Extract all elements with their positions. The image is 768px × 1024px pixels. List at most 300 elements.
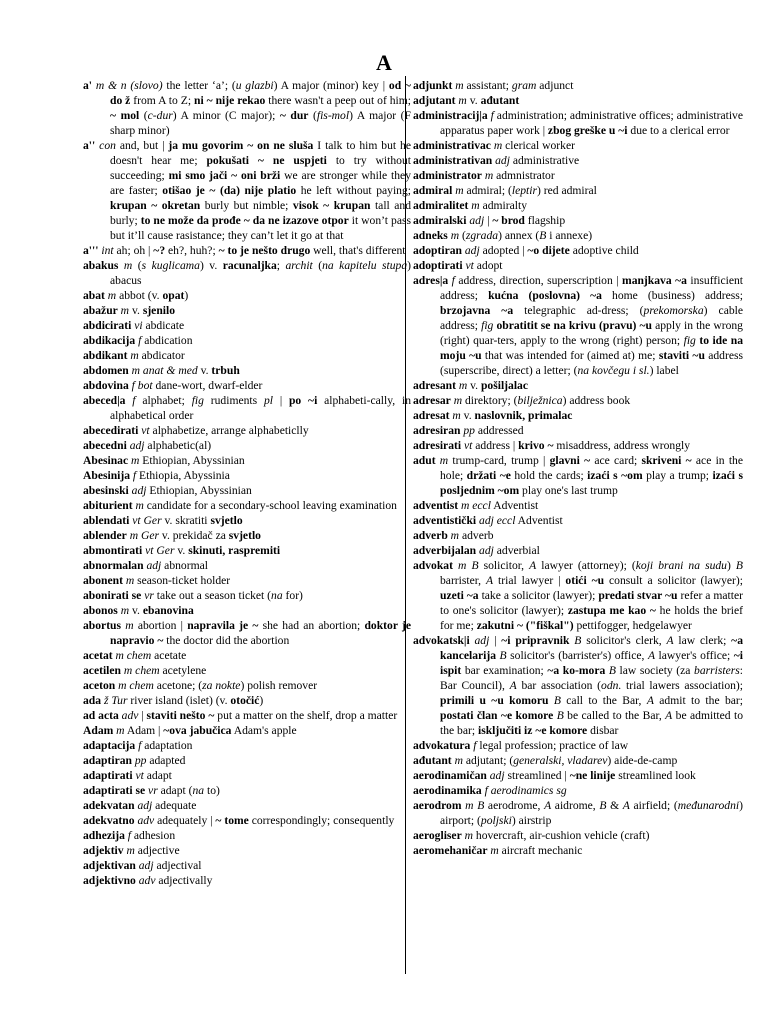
entry-text: ) address book [562, 394, 631, 407]
entry-text: administration; administrative offices; administrative apparatus paper work | [440, 109, 744, 137]
entry-text: f [487, 109, 494, 122]
entry-text: hovercraft, air-cushion vehicle (craft) [473, 829, 650, 842]
entry-text: izaći s ~om [587, 469, 643, 482]
entry-text: A [647, 649, 656, 662]
entry-text: acetone; ( [153, 679, 203, 692]
entry-text: f aerodinamics sg [481, 784, 567, 797]
entry-text: f [135, 334, 142, 347]
entry-headword: abortus [83, 619, 122, 632]
entry-text: ni ~ nije rekao [194, 94, 266, 107]
entry-text: hold the cards; [510, 469, 588, 482]
dictionary-entry [413, 183, 743, 198]
entry-text: B [499, 649, 507, 662]
entry-text: ) red admiral [537, 184, 597, 197]
entry-text: alphabetic(al) [144, 439, 212, 452]
dictionary-entry [413, 408, 743, 423]
entry-text: adapt [143, 769, 172, 782]
entry-text: Adam's apple [231, 724, 297, 737]
entry-text: pp [131, 754, 147, 767]
entry-headword: adventist [413, 499, 459, 512]
entry-text: racunaljka [222, 259, 277, 272]
entry-text: disbar [587, 724, 619, 737]
entry-headword: adjunkt [413, 79, 453, 92]
entry-text: correspondingly; consequently [248, 814, 395, 827]
entry-text: admiralty [479, 199, 527, 212]
dictionary-entry [83, 483, 411, 498]
entry-text: abbot (v. [116, 289, 163, 302]
dictionary-entry [83, 858, 411, 873]
dictionary-entry [83, 528, 411, 543]
entry-text: address (superscribe, direct) a letter; ( [440, 349, 743, 377]
entry-text: adapted [146, 754, 186, 767]
entry-text: v. [197, 364, 212, 377]
entry-text: ( [139, 109, 148, 122]
entry-text: and, but | [115, 139, 169, 152]
entry-headword: adjektiv [83, 844, 124, 857]
entry-headword: abdikacija [83, 334, 136, 347]
entry-text: adj [126, 439, 145, 452]
entry-text: ( [459, 229, 466, 242]
entry-text: m chem [112, 649, 152, 662]
dictionary-entry [413, 828, 743, 843]
entry-text: svjetlo [228, 529, 261, 542]
entry-text: m [450, 394, 463, 407]
entry-headword: adneks [413, 229, 448, 242]
dictionary-entry [413, 273, 743, 378]
dictionary-entry [83, 813, 411, 828]
entry-text: & [606, 799, 623, 812]
dictionary-entry [413, 108, 743, 138]
entry-text: solicitor's clerk, [581, 634, 667, 647]
entry-text: call to the Bar, [560, 694, 647, 707]
entry-text: m & n (slovo) [92, 79, 163, 92]
entry-text: well, that's different [310, 244, 406, 257]
entry-headword: abdicirati [83, 319, 132, 332]
entry-text: opat [162, 289, 185, 302]
entry-text: c-dur [147, 109, 173, 122]
entry-text: m [449, 409, 461, 422]
entry-text: | [484, 214, 493, 227]
entry-text: int [98, 244, 114, 257]
entry-text: abortion | [133, 619, 188, 632]
entry-text: lawyer's office; [655, 649, 734, 662]
entry-headword: aerodinamičan [413, 769, 487, 782]
entry-headword: administrator [413, 169, 482, 182]
entry-text: ) [184, 289, 189, 302]
entry-text: m [118, 259, 133, 272]
entry-text: address, direction, superscription | [454, 274, 623, 287]
entry-headword: abnormalan [83, 559, 144, 572]
entry-headword: acetilen [83, 664, 121, 677]
entry-text: adapt ( [157, 784, 193, 797]
entry-text: zakutni ~ ("fiškal") [476, 619, 574, 632]
entry-text: aircraft mechanic [498, 844, 583, 857]
entry-text: adjectivally [155, 874, 213, 887]
entry-headword: abmontirati [83, 544, 143, 557]
dictionary-entry [83, 243, 411, 258]
entry-text: solicitor's (barrister's) office, [506, 649, 648, 662]
entry-text: fig [683, 334, 696, 347]
dictionary-entry [83, 588, 411, 603]
entry-text: skinuti, raspremiti [188, 544, 281, 557]
entry-headword: aeromehaničar [413, 844, 488, 857]
entry-headword: adverbijalan [413, 544, 477, 557]
entry-text: legal profession; practice of law [476, 739, 629, 752]
entry-text: the letter ‘a’; ( [162, 79, 236, 92]
entry-text: primili u ~u komoru [440, 694, 549, 707]
entry-text: m [452, 79, 464, 92]
entry-headword: abeced|a [83, 394, 126, 407]
entry-text: apply in the wrong (right) quar-ters, apply to the wrong (right) person; [440, 319, 743, 347]
entry-text: season-ticket holder [134, 574, 231, 587]
entry-text: that was intended for (aimed at) me; [481, 349, 659, 362]
entry-text: ~ tome [215, 814, 249, 827]
entry-text: adv [134, 814, 155, 827]
entry-text: adj [135, 859, 154, 872]
entry-text: vt [462, 259, 474, 272]
entry-text: m [435, 454, 449, 467]
entry-text: abdicator [138, 349, 185, 362]
entry-text: home (business) address; [601, 289, 743, 302]
entry-text: adj [469, 634, 490, 647]
entry-headword: adresiran [413, 424, 461, 437]
entry-text: alphabetize, arrange alphabeticlly [149, 424, 309, 437]
entry-text: Adventist [515, 514, 563, 527]
entry-text: v. [129, 604, 143, 617]
entry-text: m [123, 844, 135, 857]
entry-text: adj [134, 799, 153, 812]
entry-headword: ablender [83, 529, 127, 542]
entry-headword: ađutant [413, 754, 452, 767]
entry-text: i annexe) [546, 229, 593, 242]
entry-headword: adverb [413, 529, 448, 542]
entry-text: take a solicitor (lawyer); [478, 589, 599, 602]
entry-headword: abažur [83, 304, 118, 317]
dictionary-entry [413, 798, 743, 828]
entry-text: m [132, 499, 144, 512]
dictionary-entry [413, 153, 743, 168]
entry-headword: ad acta [83, 709, 119, 722]
entry-text: v. [466, 94, 481, 107]
entry-text: misaddress, address wrongly [553, 439, 691, 452]
entry-text: glavni ~ [549, 454, 591, 467]
entry-text: streamlined | [504, 769, 570, 782]
entry-text: to) [204, 784, 220, 797]
entry-text: ebanovina [142, 604, 194, 617]
entry-text: krivo ~ [518, 439, 554, 452]
entry-text: adj [143, 559, 162, 572]
entry-text: addressed [474, 424, 524, 437]
entry-text: ~ mol [110, 109, 140, 122]
dictionary-entry [413, 138, 743, 153]
entry-text: adv [118, 709, 139, 722]
entry-text: : Bar Council), [440, 664, 744, 692]
entry-text: zbog greške u ~i [547, 124, 628, 137]
entry-text: napravila je ~ [187, 619, 259, 632]
entry-text: A [665, 709, 673, 722]
entry-text: u glazbi [235, 79, 274, 92]
right-column [413, 78, 743, 858]
entry-text: adopt [473, 259, 503, 272]
entry-text: due to a clerical error [627, 124, 730, 137]
dictionary-entry [413, 738, 743, 753]
entry-text: vt [132, 769, 144, 782]
entry-text: B [599, 799, 607, 812]
entry-text: zastupa me kao ~ [567, 604, 656, 617]
entry-headword: admiralitet [413, 199, 469, 212]
entry-text: uzeti ~a [440, 589, 479, 602]
entry-text: adequately | [154, 814, 216, 827]
entry-text: solicitor, [478, 559, 530, 572]
dictionary-entry [413, 783, 743, 798]
entry-text: lawyer (attorney); ( [536, 559, 636, 572]
dictionary-entry [83, 348, 411, 363]
dictionary-entry [83, 783, 411, 798]
entry-headword: aerogliser [413, 829, 462, 842]
entry-headword: adjutant [413, 94, 456, 107]
left-column [83, 78, 411, 888]
entry-text: otići ~u [565, 574, 605, 587]
entry-headword: adaptacija [83, 739, 136, 752]
entry-text: međunarodni [677, 799, 740, 812]
entry-text: f [448, 274, 455, 287]
entry-headword: aerodrom [413, 799, 462, 812]
entry-text: acetylene [159, 664, 207, 677]
dictionary-entry [83, 573, 411, 588]
entry-text: ah; oh | [113, 244, 154, 257]
entry-text: dane-wort, dwarf-elder [152, 379, 263, 392]
entry-text: kućna (poslovna) ~a [488, 289, 602, 302]
entry-headword: adresant [413, 379, 456, 392]
entry-headword: abesinski [83, 484, 129, 497]
entry-text: v. [174, 544, 189, 557]
entry-text: postati član ~e komore [440, 709, 554, 722]
entry-headword: Abesinija [83, 469, 131, 482]
entry-headword: adoptiran [413, 244, 462, 257]
entry-text: m [121, 619, 134, 632]
entry-headword: abonent [83, 574, 123, 587]
entry-text: ) label [649, 364, 679, 377]
dictionary-entry [83, 78, 411, 138]
entry-text: m [481, 169, 494, 182]
entry-text: v. prekidač za [159, 529, 229, 542]
entry-text: adj eccl [476, 514, 516, 527]
entry-text: m [447, 529, 460, 542]
entry-text: m [447, 229, 460, 242]
entry-text: ) annex ( [498, 229, 540, 242]
dictionary-entry [83, 288, 411, 303]
entry-headword: adresar [413, 394, 451, 407]
entry-text: adjectival [153, 859, 202, 872]
entry-text: od ~ do ž [110, 79, 411, 107]
entry-text: tall and burly; [110, 199, 411, 227]
entry-text: ) A major (F sharp minor) [110, 109, 411, 137]
dictionary-entry [413, 78, 743, 93]
entry-text: ace in the hole; [440, 454, 744, 482]
entry-text: assistant; [463, 79, 512, 92]
entry-text: otočić [230, 694, 260, 707]
entry-text: streamlined look [615, 769, 696, 782]
entry-text: ) A major (minor) key | [273, 79, 389, 92]
dictionary-entry [83, 693, 411, 708]
entry-text: m [455, 94, 467, 107]
entry-text: ) cable address; [440, 304, 743, 332]
entry-text: adjunct [536, 79, 574, 92]
entry-text: generalski, vladarev [513, 754, 608, 767]
entry-text: ace card; [590, 454, 642, 467]
page-letter-heading: A [376, 50, 392, 75]
dictionary-entry [413, 633, 743, 738]
dictionary-entry [83, 378, 411, 393]
entry-headword: abdomen [83, 364, 129, 377]
entry-text: f [135, 739, 142, 752]
entry-text: we are stronger while they are faster; [110, 169, 411, 197]
entry-text: ) [259, 694, 264, 707]
entry-text: ~? [153, 244, 166, 257]
entry-text: otišao je ~ (da) nije platio [162, 184, 297, 197]
entry-text: ~a ko-mora [547, 664, 606, 677]
entry-headword: abdikant [83, 349, 128, 362]
entry-text: adaptation [141, 739, 193, 752]
entry-text: v. [460, 409, 475, 422]
entry-text: ž Tur [101, 694, 128, 707]
entry-headword: administrativac [413, 139, 491, 152]
entry-text: ~i ispit [440, 649, 744, 677]
entry-text: f [124, 829, 131, 842]
entry-text: eh?, huh?; [165, 244, 219, 257]
dictionary-entry [83, 558, 411, 573]
entry-text: m [113, 724, 125, 737]
entry-text: ~a kancelarija [440, 634, 743, 662]
dictionary-entry [413, 378, 743, 393]
entry-text: administrative [509, 154, 580, 167]
entry-text: izaći s posljednim ~om [440, 469, 743, 497]
entry-text: vr [141, 589, 154, 602]
entry-headword: adresirati [413, 439, 462, 452]
dictionary-entry [83, 738, 411, 753]
entry-text: staviti ~u [658, 349, 705, 362]
entry-headword: aceton [83, 679, 116, 692]
entry-headword: abonos [83, 604, 118, 617]
entry-text: direktory; ( [462, 394, 518, 407]
entry-text: m [128, 454, 140, 467]
entry-text: ~ brod [492, 214, 525, 227]
entry-text: the doctor did the abortion [163, 634, 290, 647]
entry-text: m B [452, 559, 479, 572]
entry-text: ja mu govorim ~ on ne sluša [168, 139, 314, 152]
dictionary-entry [83, 303, 411, 318]
entry-text: naslovnik, primalac [474, 409, 573, 422]
entry-text: adjective [134, 844, 180, 857]
entry-text: po ~i [288, 394, 318, 407]
entry-text: he holds the brief for me; [440, 604, 744, 632]
entry-text: B [556, 709, 564, 722]
entry-headword: Abesinac [83, 454, 129, 467]
entry-text: river island (islet) (v. [127, 694, 231, 707]
entry-text: staviti nešto ~ [146, 709, 215, 722]
dictionary-entry [413, 243, 743, 258]
entry-text: burly but nimble; [200, 199, 293, 212]
entry-headword: adhezija [83, 829, 125, 842]
entry-text: poljski [480, 814, 512, 827]
entry-text: držati ~e [466, 469, 511, 482]
entry-text: she had an abortion; [258, 619, 365, 632]
entry-text: adj [492, 154, 510, 167]
entry-headword: abonirati se [83, 589, 142, 602]
entry-text: ~ova jabučica [163, 724, 232, 737]
entry-text: barristers [694, 664, 740, 677]
entry-text: it won’t pass but it’ll cause rasistance; they can’t let it go at that [110, 214, 411, 242]
entry-text: be admitted to the bar; [440, 709, 743, 737]
entry-text: admit to the bar; [653, 694, 743, 707]
dictionary-entry [413, 543, 743, 558]
dictionary-entry [413, 423, 743, 438]
entry-text: adverbial [493, 544, 540, 557]
entry-text: Ethiopia, Abyssinia [136, 469, 230, 482]
entry-text: odn. [601, 679, 622, 692]
entry-text: consult a solicitor (lawyer); [604, 574, 743, 587]
entry-text: m [455, 379, 468, 392]
entry-text: koji brani na sudu [635, 559, 727, 572]
entry-text: admiral; ( [463, 184, 512, 197]
entry-text: prekomorska [643, 304, 704, 317]
entry-text: adverb [459, 529, 494, 542]
entry-text: law society (za [615, 664, 695, 677]
entry-text: m [487, 844, 499, 857]
entry-text: m [104, 289, 117, 302]
entry-text: to try without succeeding; [110, 154, 411, 182]
entry-text: con [95, 139, 116, 152]
entry-text: alphabet; [135, 394, 192, 407]
dictionary-entry [83, 753, 411, 768]
entry-text: B [574, 634, 582, 647]
entry-text: gram [511, 79, 537, 92]
entry-text: m [127, 349, 139, 362]
entry-text: trump-card, trump | [448, 454, 550, 467]
dictionary-entry [83, 363, 411, 378]
entry-text: v. [467, 379, 481, 392]
entry-text: ~ to je nešto drugo [218, 244, 311, 257]
entry-text: m B [461, 799, 485, 812]
entry-text: | [273, 394, 289, 407]
dictionary-entry [413, 213, 743, 228]
entry-text: m [468, 199, 480, 212]
entry-text: aidrome, [551, 799, 600, 812]
entry-text: for) [282, 589, 303, 602]
entry-text: krupan ~ okretan [110, 199, 201, 212]
entry-text: vr [145, 784, 158, 797]
dictionary-entry [83, 828, 411, 843]
dictionary-entry [83, 138, 411, 243]
entry-text: B [553, 694, 561, 707]
entry-text: m [490, 139, 503, 152]
entry-headword: adres|a [413, 274, 449, 287]
dictionary-entry [413, 168, 743, 183]
entry-text: take out a season ticket ( [153, 589, 272, 602]
entry-text: law clerk; [673, 634, 732, 647]
entry-text: A [529, 559, 537, 572]
entry-text: admnistrator [493, 169, 555, 182]
entry-text: adj [476, 544, 494, 557]
entry-text: adj [128, 484, 147, 497]
entry-text: from A to Z; [130, 94, 195, 107]
dictionary-entry [83, 543, 411, 558]
entry-text: doktor je napravio ~ [110, 619, 411, 647]
dictionary-entry [413, 438, 743, 453]
entry-text: bilježnica [517, 394, 563, 407]
dictionary-entry [83, 723, 411, 738]
entry-text: fig [191, 394, 204, 407]
